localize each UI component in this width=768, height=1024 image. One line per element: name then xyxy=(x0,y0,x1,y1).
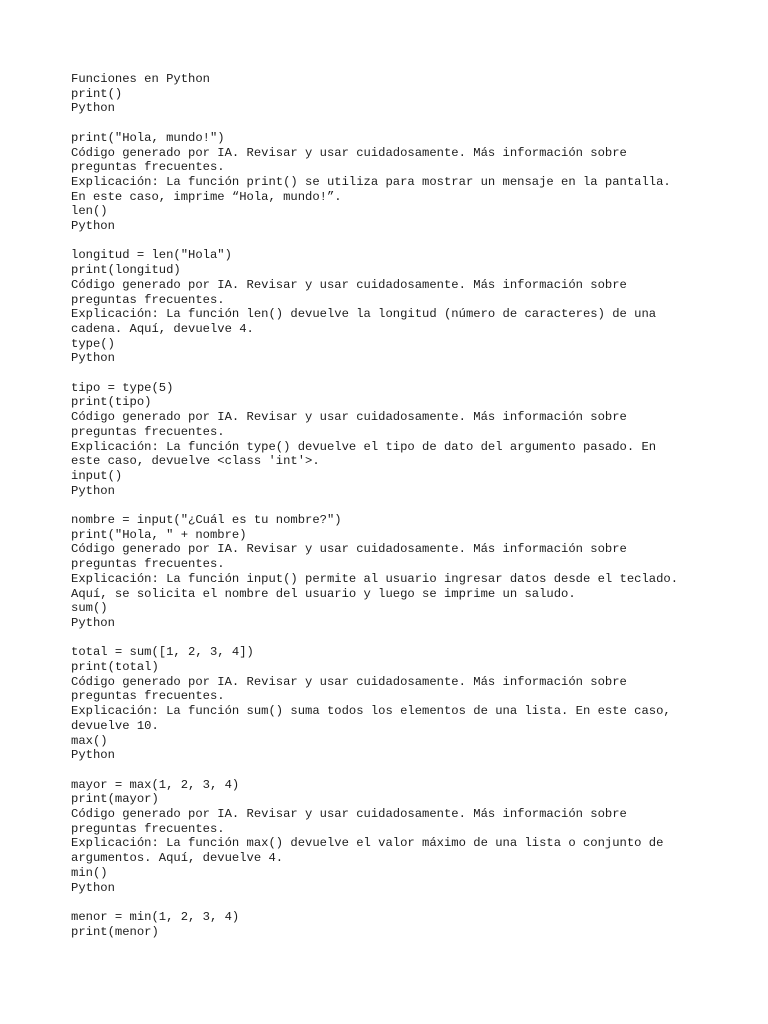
explanation-line: cadena. Aquí, devuelve 4. xyxy=(71,321,254,336)
code-line: print(total) xyxy=(71,660,159,675)
spacer xyxy=(71,116,711,131)
function-name: min() xyxy=(71,865,108,880)
code-line: print(mayor) xyxy=(71,792,159,807)
language-label: Python xyxy=(71,351,115,366)
explanation-line: este caso, devuelve <class 'int'>. xyxy=(71,454,320,469)
function-name: len() xyxy=(71,204,108,219)
language-label: Python xyxy=(71,483,115,498)
explanation-line: argumentos. Aquí, devuelve 4. xyxy=(71,851,284,866)
explanation-line: Explicación: La función print() se utiliza para mostrar un mensaje en la pantalla. xyxy=(71,174,671,189)
code-line: print("Hola, " + nombre) xyxy=(71,527,247,542)
code-line: print(tipo) xyxy=(71,395,152,410)
document-page xyxy=(71,72,711,939)
spacer xyxy=(71,234,711,249)
language-label: Python xyxy=(71,615,115,630)
function-name: max() xyxy=(71,733,108,748)
ai-note-line: preguntas frecuentes. xyxy=(71,160,225,175)
spacer xyxy=(71,763,711,778)
document-title: Funciones en Python xyxy=(71,72,210,86)
explanation-line: En este caso, imprime “Hola, mundo!”. xyxy=(71,189,342,204)
explanation-line: Explicación: La función sum() suma todos los elementos de una lista. En este caso, xyxy=(71,704,671,719)
ai-note-line: Código generado por IA. Revisar y usar cuidadosamente. Más información sobre xyxy=(71,410,627,425)
spacer xyxy=(71,366,711,381)
function-name: sum() xyxy=(71,601,108,616)
spacer xyxy=(71,631,711,646)
ai-note-line: Código generado por IA. Revisar y usar cuidadosamente. Más información sobre xyxy=(71,807,627,822)
explanation-line: devuelve 10. xyxy=(71,718,159,733)
ai-note-line: preguntas frecuentes. xyxy=(71,557,225,572)
language-label: Python xyxy=(71,219,115,234)
language-label: Python xyxy=(71,880,115,895)
function-name: print() xyxy=(71,86,123,101)
ai-note-line: Código generado por IA. Revisar y usar cuidadosamente. Más información sobre xyxy=(71,674,627,689)
explanation-line: Aquí, se solicita el nombre del usuario y luego se imprime un saludo. xyxy=(71,586,576,601)
function-name: input() xyxy=(71,468,123,483)
explanation-line: Explicación: La función max() devuelve el valor máximo de una lista o conjunto de xyxy=(71,836,664,851)
code-line: longitud = len("Hola") xyxy=(71,248,232,263)
function-name: type() xyxy=(71,336,115,351)
code-line: print(menor) xyxy=(71,924,159,939)
spacer xyxy=(71,895,711,910)
ai-note-line: preguntas frecuentes. xyxy=(71,689,225,704)
ai-note-line: Código generado por IA. Revisar y usar cuidadosamente. Más información sobre xyxy=(71,145,627,160)
code-line: mayor = max(1, 2, 3, 4) xyxy=(71,777,240,792)
ai-note-line: preguntas frecuentes. xyxy=(71,821,225,836)
code-line: tipo = type(5) xyxy=(71,380,174,395)
code-line: total = sum([1, 2, 3, 4]) xyxy=(71,645,254,660)
code-line: nombre = input("¿Cuál es tu nombre?") xyxy=(71,513,342,528)
explanation-line: Explicación: La función len() devuelve la longitud (número de caracteres) de una xyxy=(71,307,657,322)
ai-note-line: preguntas frecuentes. xyxy=(71,292,225,307)
language-label: Python xyxy=(71,101,115,116)
spacer xyxy=(71,498,711,513)
explanation-line: Explicación: La función input() permite al usuario ingresar datos desde el teclado. xyxy=(71,571,679,586)
ai-note-line: Código generado por IA. Revisar y usar cuidadosamente. Más información sobre xyxy=(71,542,627,557)
code-line: menor = min(1, 2, 3, 4) xyxy=(71,909,240,924)
ai-note-line: Código generado por IA. Revisar y usar cuidadosamente. Más información sobre xyxy=(71,277,627,292)
ai-note-line: preguntas frecuentes. xyxy=(71,424,225,439)
language-label: Python xyxy=(71,748,115,763)
code-line: print(longitud) xyxy=(71,263,181,278)
code-line: print("Hola, mundo!") xyxy=(71,130,225,145)
explanation-line: Explicación: La función type() devuelve el tipo de dato del argumento pasado. En xyxy=(71,439,657,454)
